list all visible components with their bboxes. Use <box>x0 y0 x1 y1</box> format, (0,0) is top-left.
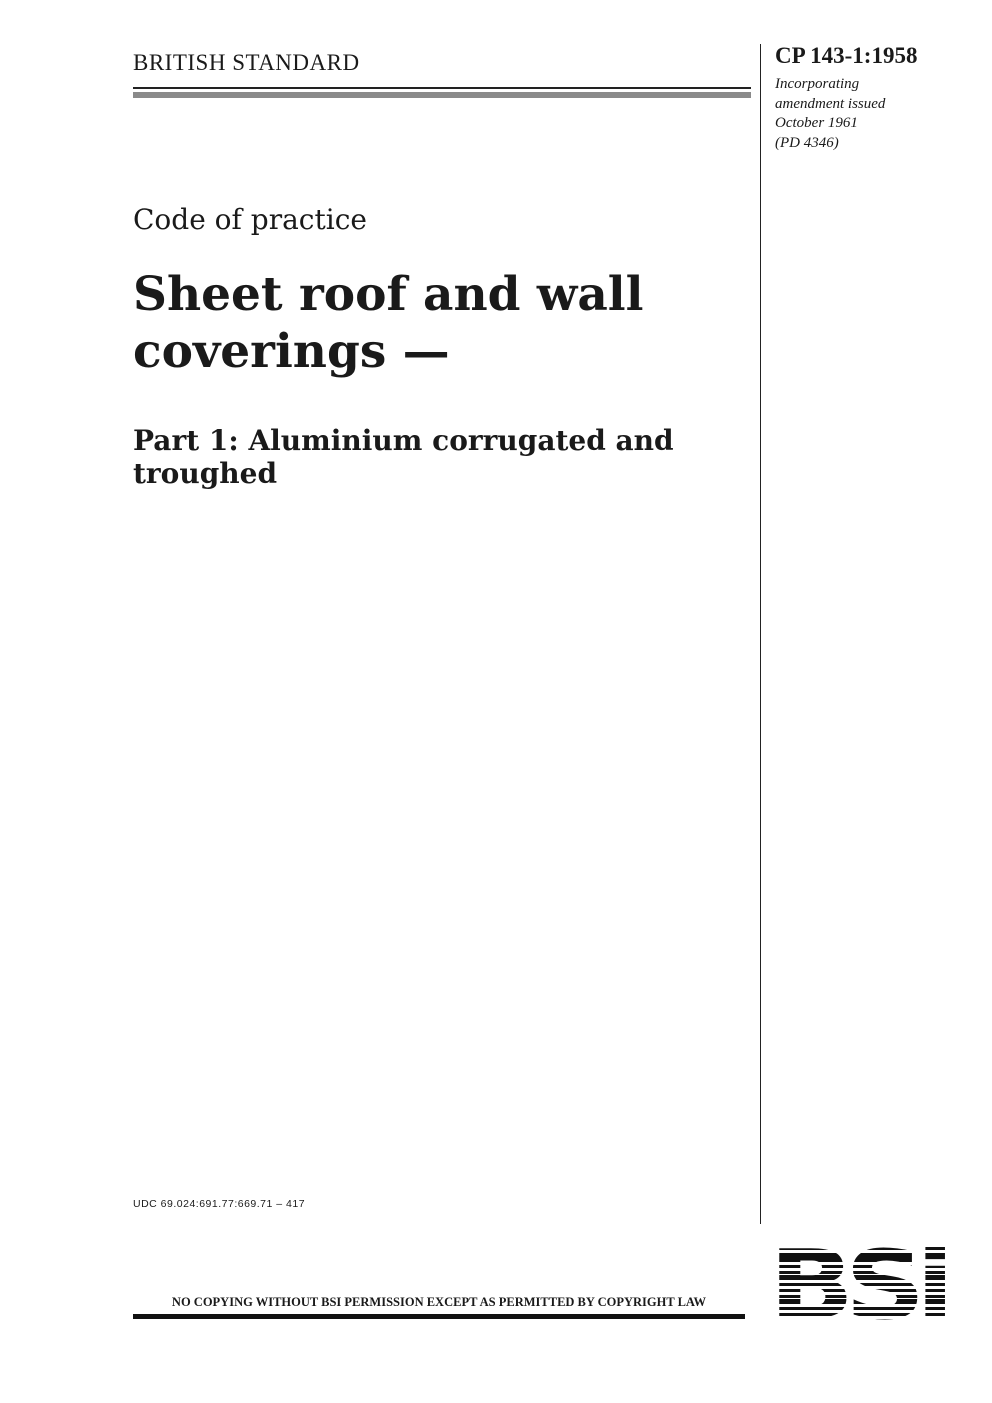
bsi-logo <box>769 1241 947 1325</box>
copyright-notice: NO COPYING WITHOUT BSI PERMISSION EXCEPT AS PERMITTED BY COPYRIGHT LAW <box>171 1295 707 1309</box>
part-line: Part 1: Aluminium corrugated and <box>133 424 674 457</box>
amendment-line: Incorporating <box>775 76 860 92</box>
header-rule-thick <box>133 92 751 98</box>
amendment-line: October 1961 <box>775 115 858 131</box>
column-divider <box>760 44 761 1224</box>
series-label: BRITISH STANDARD <box>133 50 360 75</box>
amendment-line: amendment issued <box>775 95 886 112</box>
part-line: troughed <box>133 457 278 490</box>
footer-rule <box>133 1314 745 1319</box>
title-line: Sheet roof and wall <box>133 267 644 322</box>
header-rule-thin <box>133 87 751 89</box>
standard-number: CP 143-1:1958 <box>775 43 918 68</box>
udc-code: UDC 69.024:691.77:669.71 – 417 <box>133 1198 306 1210</box>
bsi-logo-graphic <box>769 1241 947 1321</box>
amendment-note <box>775 75 955 153</box>
document-type: Code of practice <box>133 203 367 236</box>
title-line: coverings — <box>133 324 450 379</box>
amendment-line: (PD 4346) <box>775 134 839 151</box>
document-part-title <box>133 424 733 490</box>
document-title <box>133 266 733 380</box>
